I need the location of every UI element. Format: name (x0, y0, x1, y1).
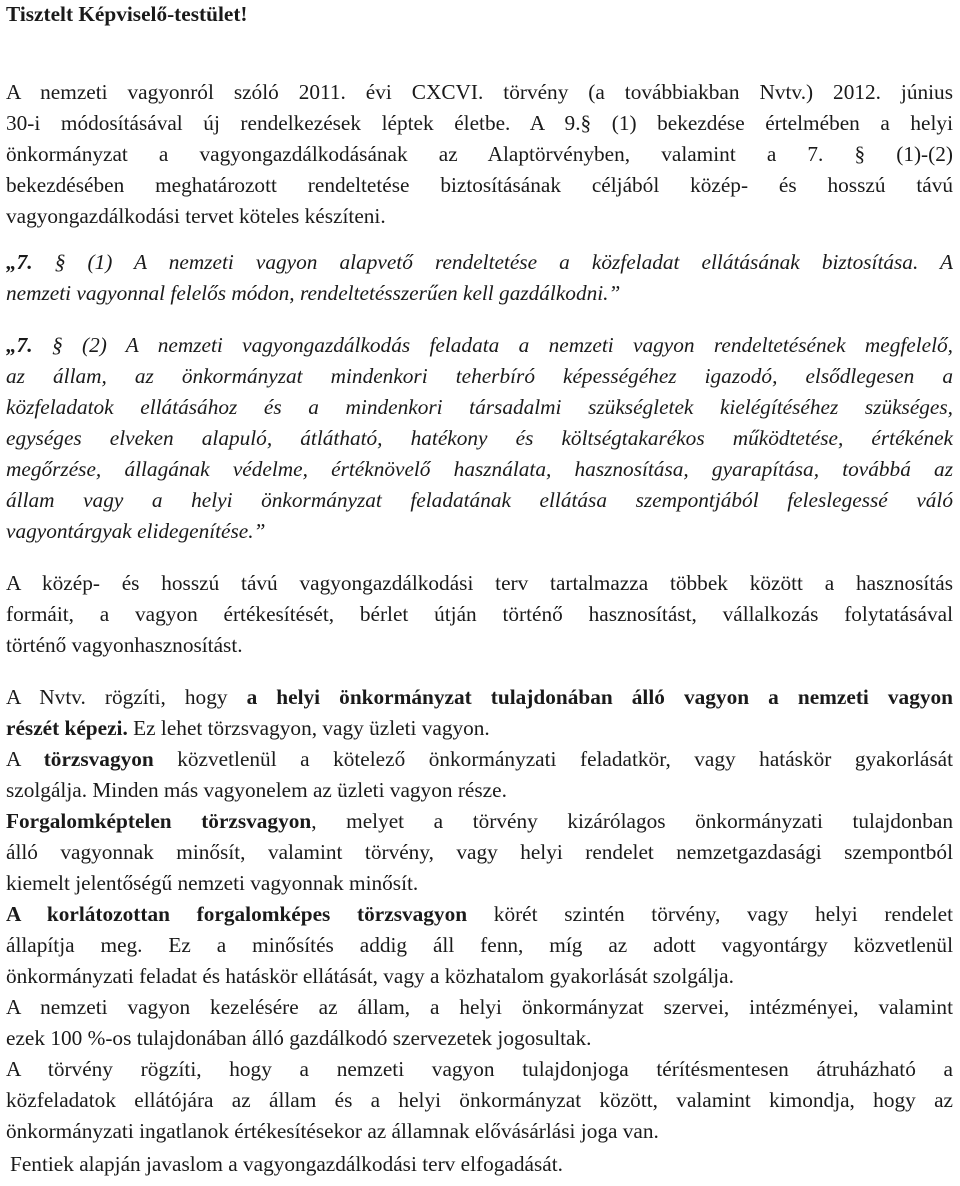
paragraph-2-line-2: formáit, a vagyon értékesítését, bérlet útján történő hasznosítást, vállalkozás folytatásával (6, 602, 953, 626)
paragraph-2-line-1: A közép- és hosszú távú vagyongazdálkodási terv tartalmazza többek között a hasznosítás (6, 571, 953, 595)
paragraph-5-line-2: álló vagyonnak minősít, valamint törvény, vagy helyi rendelet nemzetgazdasági szempontból (6, 840, 953, 864)
quote-1-text: § (1) A nemzeti vagyon alapvető rendeltetése a közfeladat ellátásának biztosítása. A (54, 250, 954, 274)
paragraph-5-rest: , melyet a törvény kizárólagos önkormányzati tulajdonban (311, 809, 953, 833)
paragraph-1-line-3: önkormányzat a vagyongazdálkodásának az Alaptörvényben, valamint a 7. § (1)-(2) (6, 142, 953, 166)
quote-2-text: § (2) A nemzeti vagyongazdálkodás feladata a nemzeti vagyon rendeltetésének megfelelő, (51, 333, 954, 357)
paragraph-6-term: A korlátozottan forgalomképes törzsvagyon (6, 902, 468, 926)
paragraph-8-line-1: A törvény rögzíti, hogy a nemzeti vagyon tulajdonjoga térítésmentesen átruházható a (6, 1057, 953, 1081)
paragraph-1-line-5: vagyongazdálkodási tervet köteles készíteni. (6, 204, 386, 228)
paragraph-3-intro: A Nvtv. rögzíti, hogy (6, 685, 247, 709)
paragraph-2-line-3: történő vagyonhasznosítást. (6, 633, 243, 657)
quote-2-line-5: megőrzése, állagának védelme, értéknövelő használata, hasznosítása, gyarapítása, továbbá az (6, 457, 953, 481)
paragraph-3-rest: Ez lehet törzsvagyon, vagy üzleti vagyon. (127, 716, 490, 740)
paragraph-6-line-2: állapítja meg. Ez a minősítés addig áll fenn, míg az adott vagyontárgy közvetlenül (6, 933, 953, 957)
paragraph-7-line-1: A nemzeti vagyon kezelésére az állam, a helyi önkormányzat szervei, intézményei, valamint (6, 995, 953, 1019)
closing-sentence: Fentiek alapján javaslom a vagyongazdálkodási terv elfogadását. (10, 1152, 563, 1176)
quote-2-line-2: az állam, az önkormányzat mindenkori teherbíró képességéhez igazodó, elsődlegesen a (6, 364, 953, 388)
paragraph-8-line-2: közfeladatok ellátójára az állam és a helyi önkormányzat között, valamint kimondja, hogy az (6, 1088, 953, 1112)
paragraph-4-line-1 (6, 747, 953, 772)
quote-1-number: „7. (6, 250, 33, 274)
paragraph-4-intro: A (6, 747, 44, 771)
quote-2-line-7: vagyontárgyak elidegenítése.” (6, 519, 266, 543)
paragraph-3-line-1 (6, 685, 953, 710)
quote-2-line-1 (6, 333, 953, 358)
paragraph-1-line-1: A nemzeti vagyonról szóló 2011. évi CXCVI. törvény (a továbbiakban Nvtv.) 2012. június (6, 80, 953, 104)
quote-2-line-3: közfeladatok ellátásához és a mindenkori társadalmi szükségletek kielégítéséhez szükséges, (6, 395, 953, 419)
quote-2-line-6: állam vagy a helyi önkormányzat feladatának ellátása szempontjából feleslegessé váló (6, 488, 953, 512)
document-title: Tisztelt Képviselő-testület! (6, 2, 248, 26)
paragraph-4-term: törzsvagyon (43, 747, 154, 771)
paragraph-1-line-2: 30-i módosításával új rendelkezések léptek életbe. A 9.§ (1) bekezdése értelmében a helyi (6, 111, 953, 135)
quote-2-number: „7. (6, 333, 33, 357)
paragraph-3-emphasis: a helyi önkormányzat tulajdonában álló vagyon a nemzeti vagyon (246, 685, 953, 709)
paragraph-8-line-3: önkormányzati ingatlanok értékesítésekor az államnak elővásárlási joga van. (6, 1119, 659, 1143)
paragraph-4-line-2: szolgálja. Minden más vagyonelem az üzleti vagyon része. (6, 778, 507, 802)
paragraph-4-rest: közvetlenül a kötelező önkormányzati feladatkör, vagy hatáskör gyakorlását (153, 747, 953, 771)
paragraph-5-line-1 (6, 809, 953, 834)
quote-1-line-1 (6, 250, 953, 275)
paragraph-6-line-3: önkormányzati feladat és hatáskör ellátását, vagy a közhatalom gyakorlását szolgálja. (6, 964, 734, 988)
quote-1-line-2: nemzeti vagyonnal felelős módon, rendeltetésszerűen kell gazdálkodni.” (6, 281, 621, 305)
paragraph-3-line-2 (6, 716, 490, 741)
paragraph-5-term: Forgalomképtelen törzsvagyon (6, 809, 312, 833)
paragraph-6-line-1 (6, 902, 953, 927)
paragraph-3-emphasis-end: részét képezi. (6, 716, 128, 740)
quote-2-line-4: egységes elveken alapuló, átlátható, hatékony és költségtakarékos működtetése, értékének (6, 426, 953, 450)
paragraph-6-rest: körét szintén törvény, vagy helyi rendelet (467, 902, 953, 926)
paragraph-1-line-4: bekezdésében meghatározott rendeltetése biztosításának céljából közép- és hosszú távú (6, 173, 953, 197)
paragraph-7-line-2: ezek 100 %-os tulajdonában álló gazdálkodó szervezetek jogosultak. (6, 1026, 592, 1050)
paragraph-5-line-3: kiemelt jelentőségű nemzeti vagyonnak minősít. (6, 871, 419, 895)
